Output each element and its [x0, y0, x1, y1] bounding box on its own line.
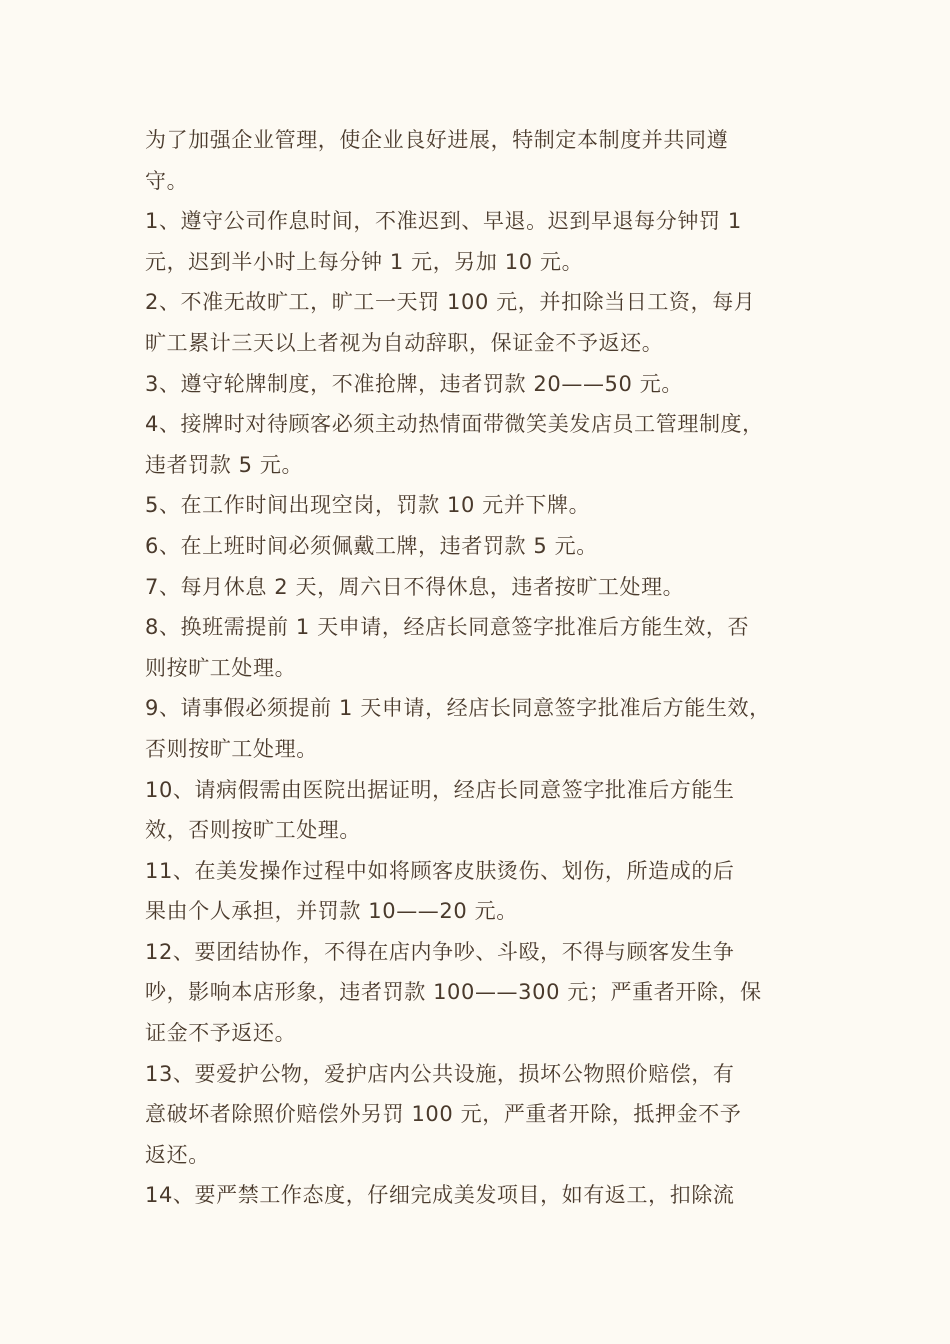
text-line: 返还。: [145, 1142, 210, 1167]
text-line: 3、遵守轮牌制度，不准抢牌，违者罚款 20——50 元。: [145, 371, 683, 396]
text-line: 证金不予返还。: [145, 1021, 297, 1046]
text-line: 6、在上班时间必须佩戴工牌，违者罚款 5 元。: [145, 533, 598, 558]
text-line: 13、要爱护公物，爱护店内公共设施，损坏公物照价赔偿，有: [145, 1061, 735, 1086]
text-line: 果由个人承担，并罚款 10——20 元。: [145, 899, 518, 924]
text-line: 为了加强企业管理，使企业良好进展，特制定本制度并共同遵: [145, 128, 729, 152]
text-line: 旷工累计三天以上者视为自动辞职，保证金不予返还。: [145, 330, 664, 355]
text-line: 守。: [145, 168, 189, 193]
text-line: 1、遵守公司作息时间，不准迟到、早退。迟到早退每分钟罚 1: [145, 209, 742, 234]
text-line: 违者罚款 5 元。: [145, 452, 304, 477]
text-line: 则按旷工处理。: [145, 655, 297, 680]
text-line: 10、请病假需由医院出据证明，经店长同意签字批准后方能生: [145, 777, 735, 802]
text-line: 11、在美发操作过程中如将顾客皮肤烫伤、划伤，所造成的后: [145, 858, 735, 883]
text-line: 否则按旷工处理。: [145, 736, 318, 761]
text-line: 4、接牌时对待顾客必须主动热情面带微笑美发店员工管理制度，: [145, 412, 764, 437]
text-line: 意破坏者除照价赔偿外另罚 100 元，严重者开除，抵押金不予: [145, 1102, 742, 1127]
text-line: 5、在工作时间出现空岗，罚款 10 元并下牌。: [145, 493, 591, 518]
text-line: 14、要严禁工作态度，仔细完成美发项目，如有返工，扣除流: [145, 1183, 735, 1208]
text-line: 12、要团结协作，不得在店内争吵、斗殴，不得与顾客发生争: [145, 939, 735, 964]
text-line: 8、换班需提前 1 天申请，经店长同意签字批准后方能生效，否: [145, 615, 750, 640]
text-line: 元，迟到半小时上每分钟 1 元，另加 10 元。: [145, 249, 584, 274]
text-line: 2、不准无故旷工，旷工一天罚 100 元，并扣除当日工资，每月: [145, 290, 756, 315]
text-line: 9、请事假必须提前 1 天申请，经店长同意签字批准后方能生效，: [145, 696, 771, 721]
text-line: 7、每月休息 2 天，周六日不得休息，违者按旷工处理。: [145, 574, 685, 599]
text-line: 效，否则按旷工处理。: [145, 818, 361, 843]
text-line: 吵，影响本店形象，违者罚款 100——300 元；严重者开除，保: [145, 980, 762, 1005]
